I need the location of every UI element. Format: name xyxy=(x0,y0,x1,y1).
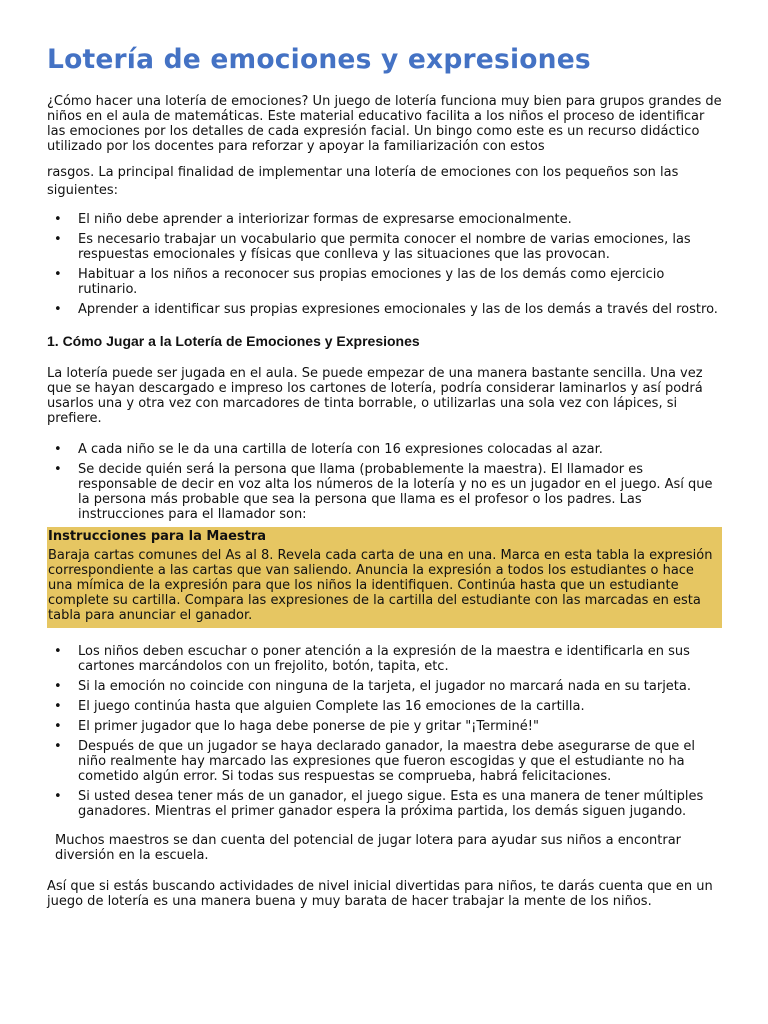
intro-paragraph: ¿Cómo hacer una lotería de emociones? Un juego de lotería funciona muy bien para grupos grandes de niños en el aula de matemáticas. Este material educativo facilita a los niños el proceso de identificar las emociones por los detalles de cada expresión facial. Un bingo como este es un recurso didáctico utilizado por los docentes para reforzar y apoyar la familiarización con estos xyxy=(47,94,722,154)
list-item: • Si usted desea tener más de un ganador, el juego sigue. Esta es una manera de tener múltiples ganadores. Mientras el primer ganador espera la próxima partida, los demás siguen jugando. xyxy=(78,789,722,819)
section-heading: 1. Cómo Jugar a la Lotería de Emociones y Expresiones xyxy=(47,333,420,349)
instructions-box xyxy=(47,527,722,628)
list-item: • Se decide quién será la persona que llama (probablemente la maestra). El llamador es responsable de decir en voz alta los números de la lotería y no es un jugador en el juego. Así que la persona más probable que sea la persona que llama es el profesor o los padres. Las instrucciones para el llamador son: xyxy=(78,462,722,522)
list-item: • Habituar a los niños a reconocer sus propias emociones y las de los demás como ejercicio rutinario. xyxy=(78,267,722,297)
list-item: • El primer jugador que lo haga debe ponerse de pie y gritar "¡Terminé!" xyxy=(78,719,722,734)
goals-list xyxy=(47,212,722,317)
steps-list xyxy=(47,442,722,522)
section-paragraph: La lotería puede ser jugada en el aula. Se puede empezar de una manera bastante sencilla. Una vez que se hayan descargado e impreso los cartones de lotería, podría considerar laminarlos y así podrá usarlos una y otra vez con marcadores de tinta borrable, o utilizarlas una sola vez con lápices, si prefiere. xyxy=(47,366,703,426)
list-item: • Es necesario trabajar un vocabulario que permita conocer el nombre de varias emociones, las respuestas emocionales y físicas que conlleva y las situaciones que las provocan. xyxy=(78,232,722,262)
rules-list xyxy=(47,644,722,819)
closing-paragraph-final: Así que si estás buscando actividades de nivel inicial divertidas para niños, te darás cuenta que en un juego de lotería es una manera buena y muy barata de hacer trabajar la mente de los niños. xyxy=(47,879,713,909)
list-item: • Los niños deben escuchar o poner atención a la expresión de la maestra e identificarla en sus cartones marcándolos con un frejolito, botón, tapita, etc. xyxy=(78,644,722,674)
list-item: • El niño debe aprender a interiorizar formas de expresarse emocionalmente. xyxy=(78,212,722,227)
instructions-box-text: Baraja cartas comunes del As al 8. Revela cada carta de una en una. Marca en esta tabla la expresión correspondiente a las cartas que van saliendo. Anuncia la expresión a todos los estudiantes o hace una mímica de la expresión para que los niños la identifiquen. Continúa hasta que un estudiante complete su cartilla. Compara las expresiones de la cartilla del estudiante con las marcadas en esta tabla para anunciar el ganador. xyxy=(48,548,713,623)
instructions-box-title: Instrucciones para la Maestra xyxy=(48,529,267,544)
list-item: • Aprender a identificar sus propias expresiones emocionales y las de los demás a través del rostro. xyxy=(78,302,722,317)
intro-paragraph-continued: rasgos. La principal finalidad de implementar una lotería de emociones con los pequeños son las siguientes: xyxy=(47,165,679,198)
closing-paragraph: Muchos maestros se dan cuenta del potencial de jugar lotera para ayudar sus niños a encontrar diversión en la escuela. xyxy=(55,833,682,863)
list-item: • Después de que un jugador se haya declarado ganador, la maestra debe asegurarse de que el niño realmente hay marcado las expresiones que fueron escogidas y que el estudiante no ha cometido algún error. Si todas sus respuestas se comprueba, habrá felicitaciones. xyxy=(78,739,722,784)
list-item: • A cada niño se le da una cartilla de lotería con 16 expresiones colocadas al azar. xyxy=(78,442,722,457)
list-item: • El juego continúa hasta que alguien Complete las 16 emociones de la cartilla. xyxy=(78,699,722,714)
page-title: Lotería de emociones y expresiones xyxy=(47,44,591,75)
list-item: • Si la emoción no coincide con ninguna de la tarjeta, el jugador no marcará nada en su tarjeta. xyxy=(78,679,722,694)
